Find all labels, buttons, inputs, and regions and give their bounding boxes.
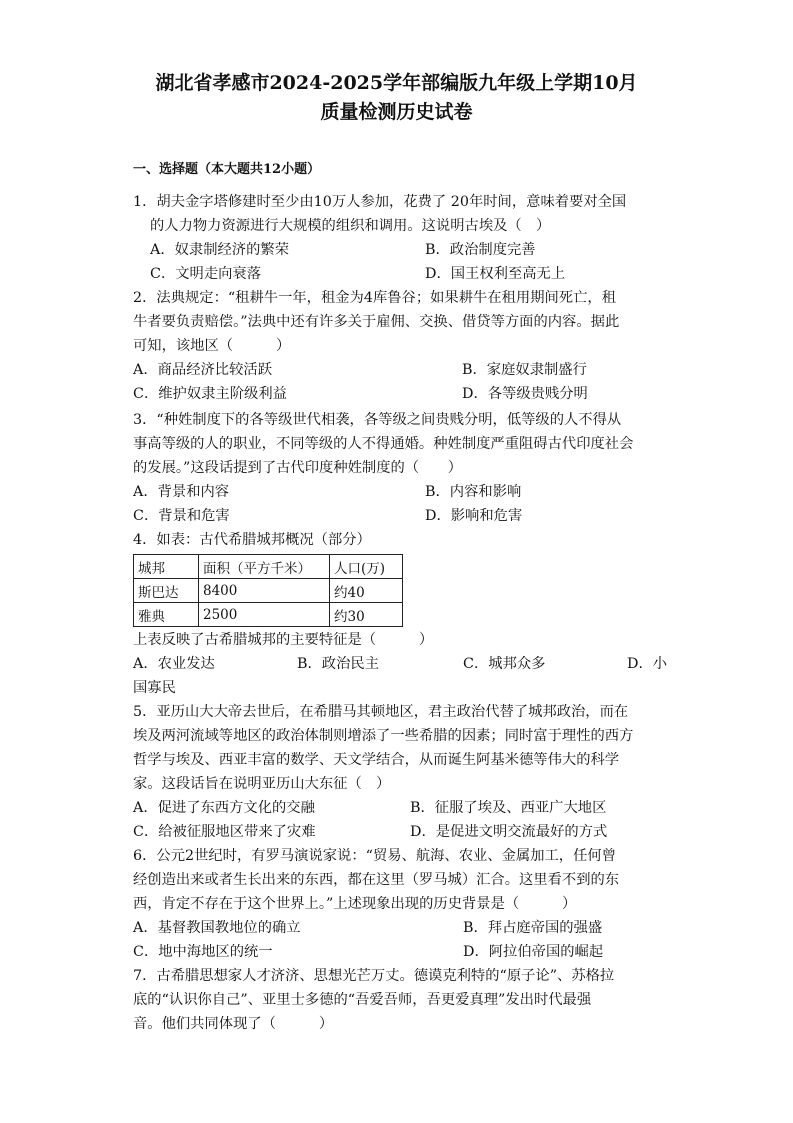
- table-header-cell: 城邦: [134, 555, 199, 579]
- q2-stem-line2: 牛者要负责赔偿。”法典中还有许多关于雇佣、交换、借贷等方面的内容。据此: [133, 314, 620, 330]
- q1-stem-line2: 的人力物力资源进行大规模的组织和调用。这说明古埃及（ ）: [150, 218, 551, 234]
- table-header-cell: 人口(万): [330, 555, 403, 579]
- q3-option-b: B．内容和影响: [425, 484, 522, 500]
- q6-option-a: A．基督教国教地位的确立: [133, 920, 301, 936]
- q3-option-a: A．背景和内容: [133, 484, 230, 500]
- table-cell: 约30: [330, 603, 403, 627]
- q5-option-b: B．征服了埃及、西亚广大地区: [410, 800, 607, 816]
- q1-option-d: D．国王权利至高无上: [425, 266, 566, 282]
- q1-stem-line1: 1．胡夫金字塔修建时至少由10万人参加，花费了 20年时间，意味着要对全国: [133, 194, 627, 210]
- q5-stem-line1: 5．亚历山大大帝去世后，在希腊马其顿地区，君主政治代替了城邦政治，而在: [133, 704, 629, 720]
- table-cell: 2500: [199, 603, 330, 627]
- q4-option-a: A．农业发达: [133, 656, 215, 672]
- q1-option-b: B．政治制度完善: [425, 242, 536, 258]
- q5-option-d: D．是促进文明交流最好的方式: [410, 824, 608, 840]
- q5-stem-line3: 哲学与埃及、西亚丰富的数学、天文学结合，从而诞生阿基米德等伟大的科学: [133, 752, 620, 768]
- table-cell: 约40: [330, 579, 403, 603]
- q7-stem-line3: 音。他们共同体现了（ ）: [133, 1016, 334, 1032]
- q4-stem-line2: 上表反映了古希腊城邦的主要特征是（ ）: [133, 632, 434, 648]
- q6-stem-line3: 西，肯定不存在于这个世界上。”上述现象出现的历史背景是（ ）: [133, 896, 577, 912]
- q2-option-c: C．维护奴隶主阶级利益: [133, 386, 287, 402]
- table-cell: 雅典: [134, 603, 199, 627]
- q6-stem-line2: 经创造出来或者生长出来的东西，都在这里（罗马城）汇合。这里看不到的东: [133, 872, 620, 888]
- section-heading: 一、选择题（本大题共12小题）: [133, 162, 321, 177]
- table-header-row: [134, 555, 403, 579]
- city-state-table: [133, 554, 403, 627]
- q3-option-c: C．背景和危害: [133, 508, 230, 524]
- q4-option-c: C．城邦众多: [463, 656, 546, 672]
- table-header-cell: 面积（平方千米）: [199, 555, 330, 579]
- table-row: [134, 579, 403, 603]
- q6-stem-line1: 6．公元2世纪时，有罗马演说家说：“贸易、航海、农业、金属加工，任何曾: [133, 848, 616, 864]
- table-cell: 8400: [199, 579, 330, 603]
- q5-option-c: C．给被征服地区带来了灾难: [133, 824, 316, 840]
- q5-stem-line2: 埃及两河流域等地区的政治体制则增添了一些希腊的因素；同时富于理性的西方: [133, 728, 634, 744]
- table-cell: 斯巴达: [134, 579, 199, 603]
- q4-option-d-wrap: 国寡民: [133, 680, 176, 696]
- q5-option-a: A．促进了东西方文化的交融: [133, 800, 315, 816]
- table-row: [134, 603, 403, 627]
- q4-stem-line1: 4．如表：古代希腊城邦概况（部分）: [133, 532, 371, 548]
- q1-option-a: A．奴隶制经济的繁荣: [150, 242, 289, 258]
- q6-option-c: C．地中海地区的统一: [133, 944, 273, 960]
- page-title-line1: 湖北省孝感市2024-2025学年部编版九年级上学期10月: [155, 72, 638, 94]
- q2-option-a: A．商品经济比较活跃: [133, 362, 272, 378]
- q3-stem-line1: 3．“种姓制度下的各等级世代相袭，各等级之间贵贱分明，低等级的人不得从: [133, 412, 622, 428]
- q3-stem-line3: 的发展。”这段话提到了古代印度种姓制度的（ ）: [133, 460, 462, 476]
- q6-option-d: D．阿拉伯帝国的崛起: [463, 944, 604, 960]
- q7-stem-line2: 底的“认识你自己”、亚里士多德的“吾爱吾师，吾更爱真理”发出时代最强: [133, 992, 592, 1008]
- q4-option-b: B．政治民主: [297, 656, 379, 672]
- q2-option-d: D．各等级贵贱分明: [462, 386, 588, 402]
- q7-stem-line1: 7．古希腊思想家人才济济、思想光芒万丈。德谟克利特的“原子论”、苏格拉: [133, 968, 615, 984]
- q5-stem-line4: 家。这段话旨在说明亚历山大东征（ ）: [133, 776, 391, 792]
- q6-option-b: B．拜占庭帝国的强盛: [463, 920, 603, 936]
- q2-stem-line1: 2．法典规定：“租耕牛一年，租金为4库鲁谷；如果耕牛在租用期间死亡，租: [133, 290, 616, 306]
- q3-option-d: D．影响和危害: [425, 508, 523, 524]
- q1-option-c: C．文明走向衰落: [150, 266, 262, 282]
- q4-option-d: D．小: [627, 656, 668, 672]
- q3-stem-line2: 事高等级的人的职业，不同等级的人不得通婚。种姓制度严重阻碍古代印度社会: [133, 436, 634, 452]
- q2-stem-line3: 可知，该地区（ ）: [133, 338, 291, 354]
- page-title-line2: 质量检测历史试卷: [320, 101, 473, 123]
- q2-option-b: B．家庭奴隶制盛行: [462, 362, 587, 378]
